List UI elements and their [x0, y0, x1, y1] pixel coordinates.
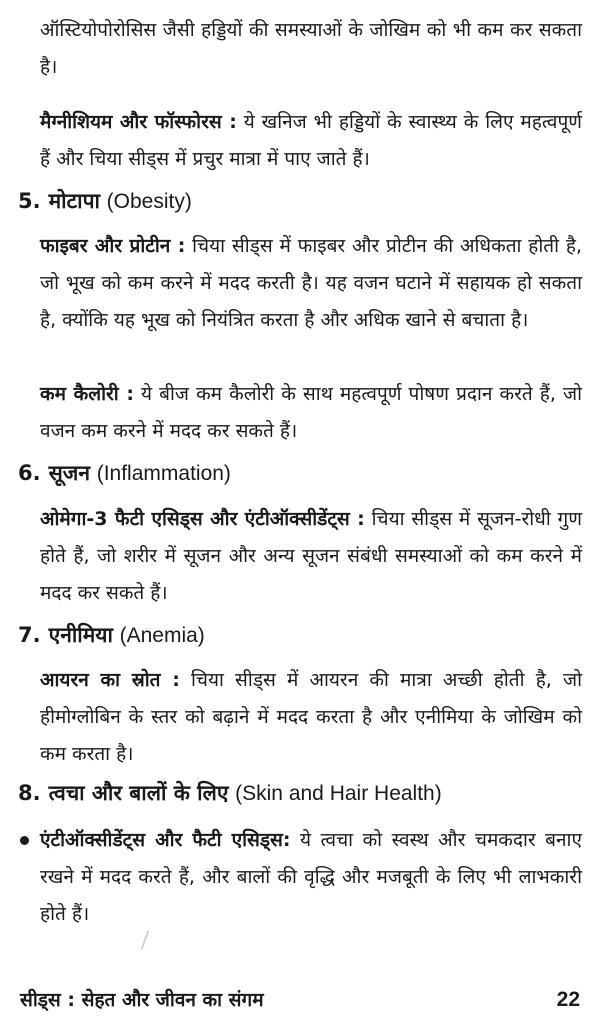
- term-magnesium-phosphorus: मैग्नीशियम और फॉस्फोरस :: [40, 111, 237, 133]
- heading-number: 7.: [18, 623, 41, 647]
- heading-obesity: [18, 186, 578, 217]
- heading-number: 5.: [18, 189, 41, 213]
- heading-hindi: सूजन: [48, 461, 91, 485]
- heading-anemia: [18, 620, 578, 651]
- paragraph-omega3: [40, 501, 582, 612]
- page-number: 22: [556, 988, 580, 1011]
- paragraph-text: ये त्वचा को स्वस्थ और चमकदार बनाए रखने में मदद करते हैं, और बालों की वृद्धि और मजबूती के लिए भी लाभकारी होते हैं।: [40, 829, 582, 925]
- term-antioxidants: एंटीऑक्सीडेंट्स और फैटी एसिड्स:: [40, 829, 291, 851]
- paragraph-text: ये खनिज भी हड्डियों के स्वास्थ्य के लिए महत्वपूर्ण हैं और चिया सीड्स में प्रचुर मात्रा में पाए जाते हैं।: [40, 111, 582, 170]
- paragraph-text: चिया सीड्स में सूजन-रोधी गुण होते हैं, जो शरीर में सूजन और अन्य सूजन संबंधी समस्याओं को कम करने में मदद कर सकते हैं।: [40, 508, 582, 604]
- heading-english: (Skin and Hair Health): [235, 782, 442, 805]
- paragraph-text: ये बीज कम कैलोरी के साथ महत्वपूर्ण पोषण प्रदान करते हैं, जो वजन कम करने में मदद कर सकते हैं।: [40, 383, 583, 442]
- heading-english: (Inflammation): [96, 462, 231, 485]
- paragraph-text: चिया सीड्स में आयरन की मात्रा अच्छी होती है, जो हीमोग्लोबिन के स्तर को बढ़ाने में मदद करता है और एनीमिया के जोखिम को कम करता है।: [40, 669, 582, 765]
- heading-number: 8.: [18, 781, 41, 805]
- heading-hindi: मोटापा: [48, 189, 100, 213]
- paragraph-osteoporosis: [40, 12, 582, 86]
- footer-book-title: सीड्स : सेहत और जीवन का संगम: [20, 989, 264, 1011]
- heading-inflammation: [18, 458, 578, 489]
- paragraph-fiber-protein: [40, 228, 582, 339]
- heading-skin-hair: [18, 778, 578, 809]
- heading-hindi: त्वचा और बालों के लिए: [48, 781, 229, 805]
- term-fiber-protein: फाइबर और प्रोटीन :: [40, 235, 186, 257]
- bullet-icon: [20, 836, 29, 845]
- heading-number: 6.: [18, 461, 41, 485]
- paragraph-iron-source: [40, 662, 582, 773]
- paragraph-low-calorie: [40, 376, 582, 450]
- paragraph-text: चिया सीड्स में फाइबर और प्रोटीन की अधिकता होती है, जो भूख को कम करने में मदद करती है। यह वजन घटाने में सहायक हो सकता है, क्योंकि यह भूख को नियंत्रित करता है और अधिक खाने से बचाता है।: [40, 235, 583, 331]
- stray-mark: [141, 930, 150, 949]
- paragraph-antioxidants: [40, 822, 582, 933]
- heading-english: (Obesity): [106, 190, 192, 213]
- term-iron-source: आयरन का स्रोत :: [40, 669, 180, 691]
- heading-hindi: एनीमिया: [48, 623, 113, 647]
- paragraph-text: ऑस्टियोपोरोसिस जैसी हड्डियों की समस्याओं के जोखिम को भी कम कर सकता है।: [40, 19, 582, 78]
- paragraph-magnesium-phosphorus: [40, 104, 582, 178]
- heading-english: (Anemia): [119, 624, 205, 647]
- term-low-calorie: कम कैलोरी :: [40, 383, 134, 405]
- term-omega3: ओमेगा-3 फैटी एसिड्स और एंटीऑक्सीडेंट्स :: [40, 508, 365, 530]
